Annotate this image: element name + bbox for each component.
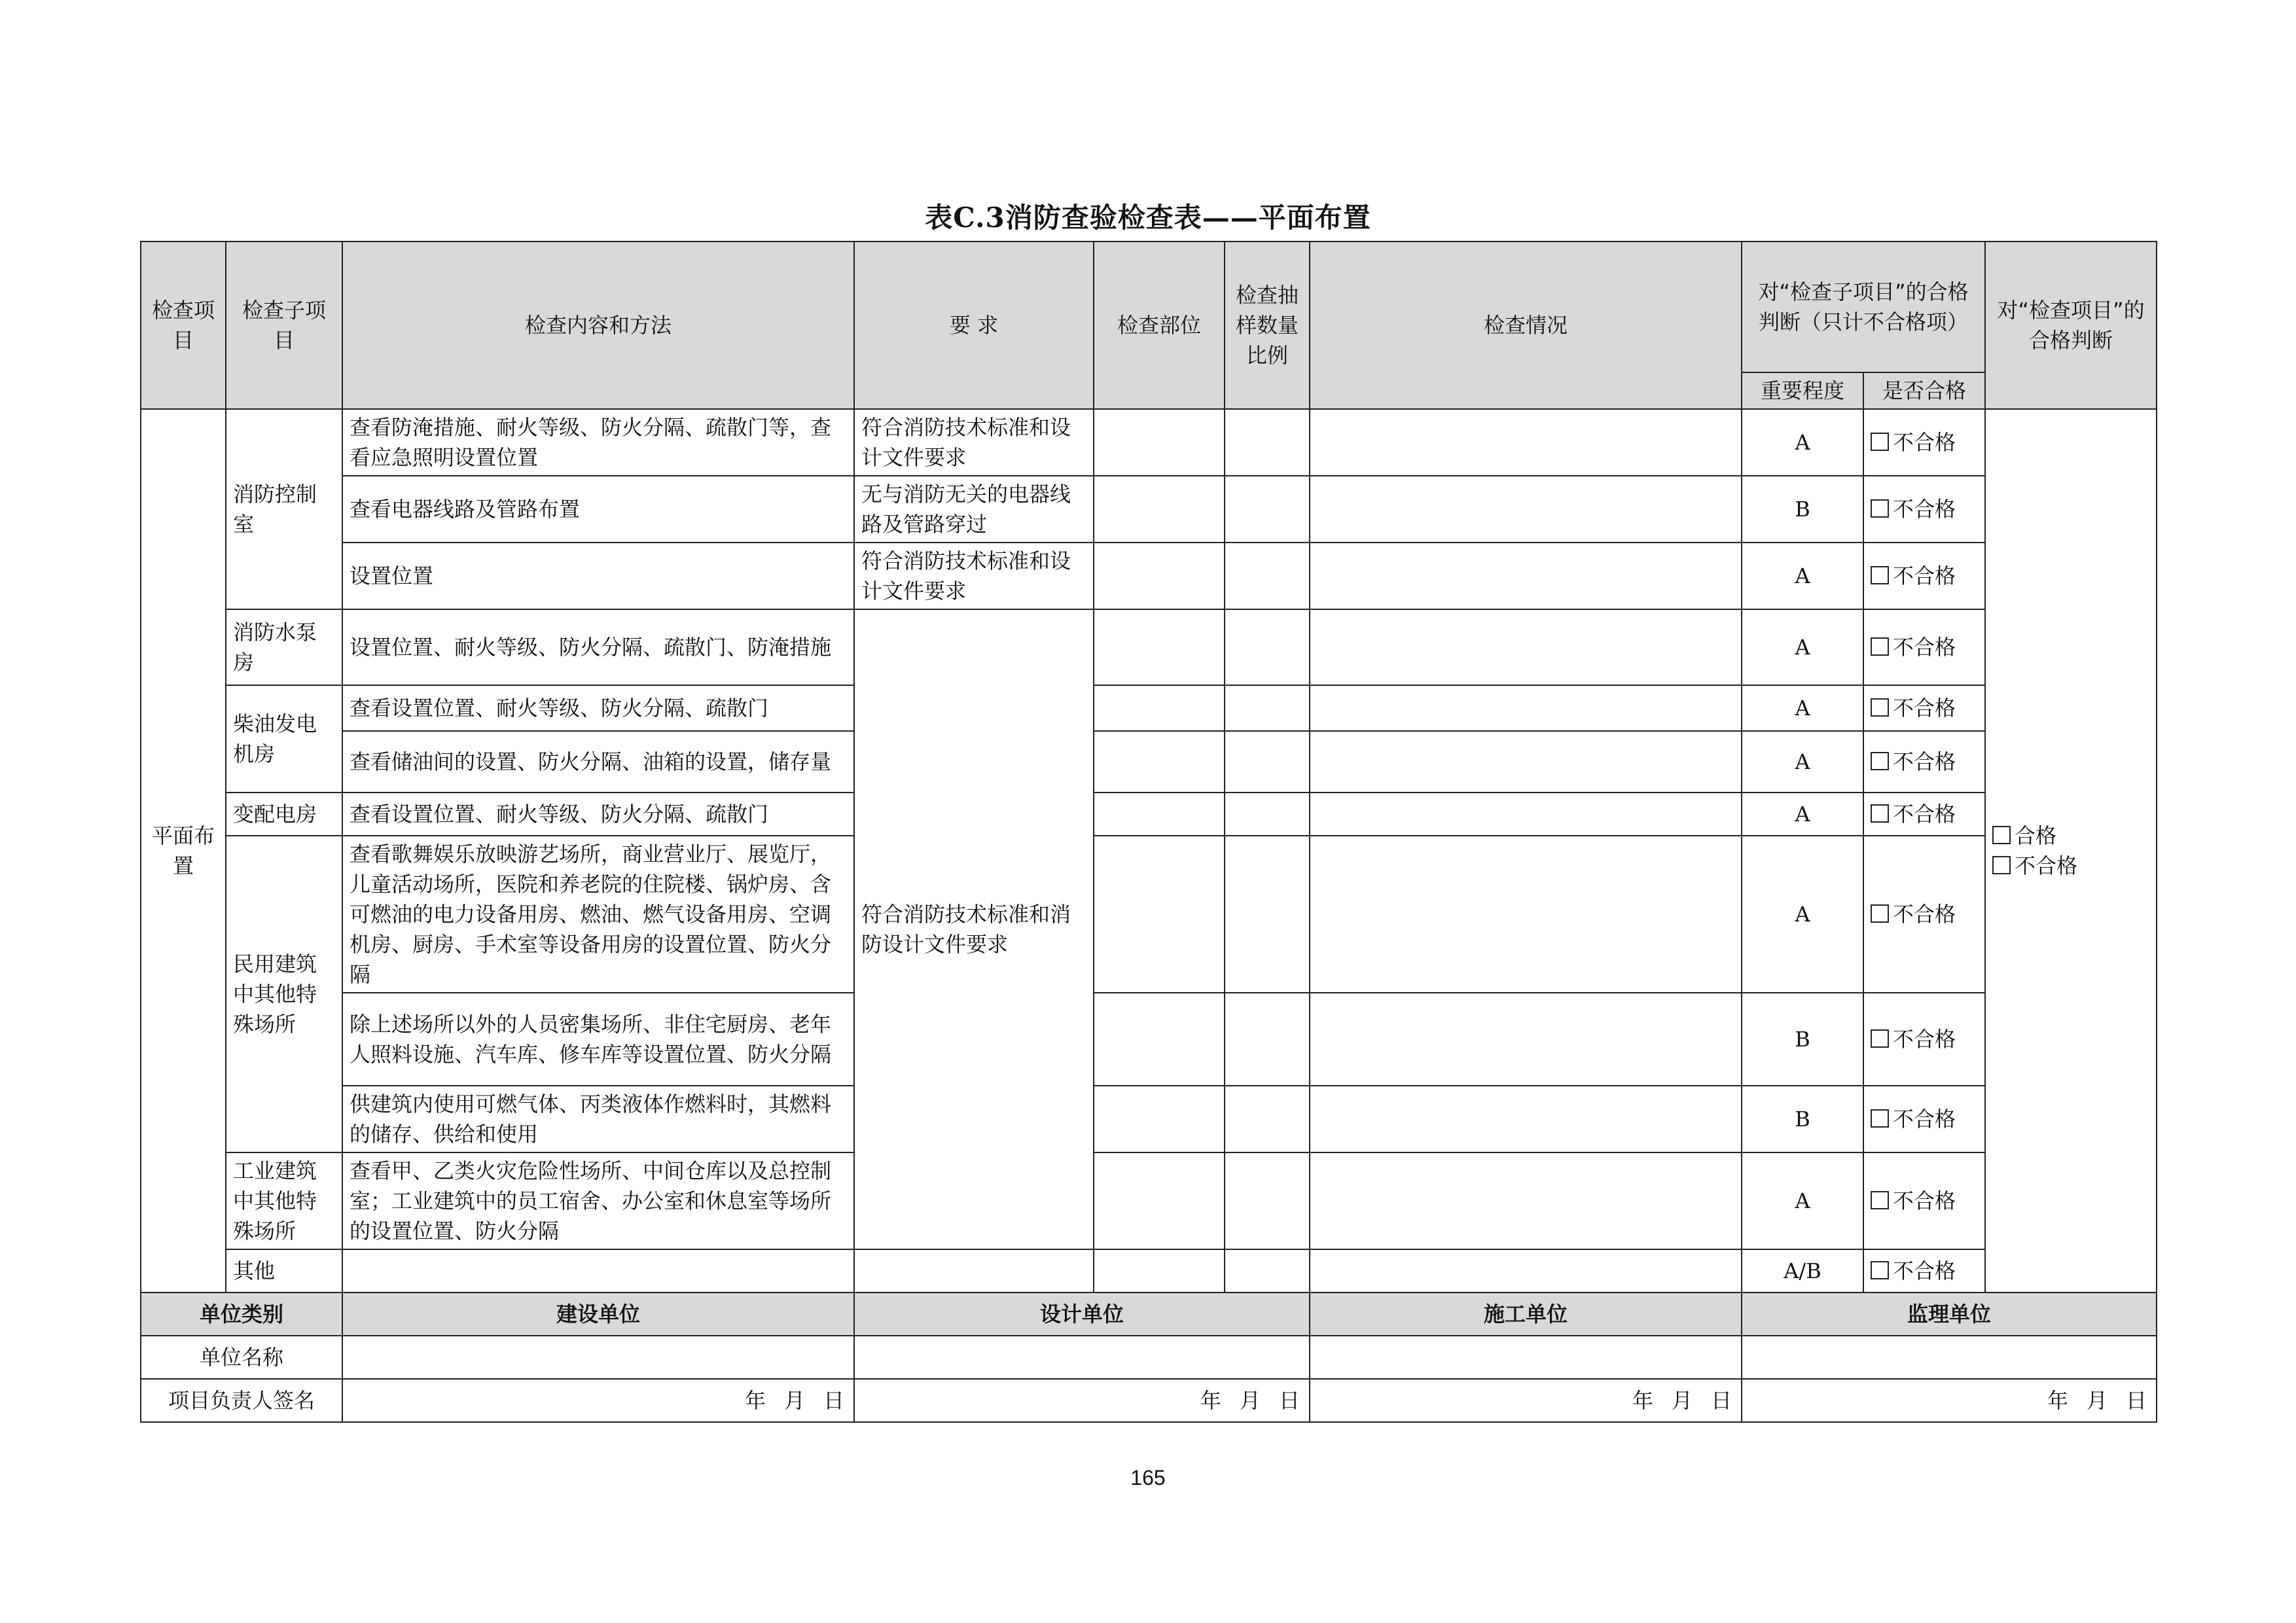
situation-cell[interactable] <box>1310 1152 1742 1249</box>
fail-checkbox[interactable] <box>1863 609 1985 685</box>
header-situation: 检查情况 <box>1310 241 1742 409</box>
footer-signature-label: 项目负责人签名 <box>141 1379 342 1422</box>
row-content: 除上述场所以外的人员密集场所、非住宅厨房、老年人照料设施、汽车库、修车库等设置位置、防火分隔 <box>342 993 854 1086</box>
table-row <box>141 1152 2157 1249</box>
construction-unit-name-field[interactable] <box>342 1336 854 1379</box>
builder-signature-field[interactable] <box>1310 1379 1742 1422</box>
year-label: 年 <box>2047 1388 2068 1413</box>
fail-label: 不合格 <box>1893 563 1956 588</box>
sample-cell[interactable] <box>1225 609 1310 685</box>
page-number: 165 <box>1130 1466 1166 1489</box>
importance-value: B <box>1742 993 1863 1086</box>
subitem-pump-room: 消防水泵房 <box>226 609 342 685</box>
checkbox-icon <box>1871 752 1889 770</box>
part-cell[interactable] <box>1094 793 1225 836</box>
checkbox-icon <box>1871 1029 1889 1048</box>
footer-supervision-unit: 监理单位 <box>1742 1293 2157 1336</box>
checkbox-icon <box>1871 1261 1889 1279</box>
checkbox-icon <box>1871 1109 1889 1128</box>
month-label: 月 <box>1671 1388 1693 1413</box>
fail-label: 不合格 <box>2015 853 2078 878</box>
part-cell[interactable] <box>1094 731 1225 793</box>
footer-header-row <box>141 1293 2157 1336</box>
month-label: 月 <box>2086 1388 2108 1413</box>
situation-cell[interactable] <box>1310 1249 1742 1293</box>
table-row <box>141 1249 2157 1293</box>
sample-cell[interactable] <box>1225 543 1310 609</box>
footer-builder-unit: 施工单位 <box>1310 1293 1742 1336</box>
row-content: 查看歌舞娱乐放映游艺场所，商业营业厅、展览厅，儿童活动场所，医院和养老院的住院楼、锅炉房、含可燃油的电力设备用房、燃油、燃气设备用房、空调机房、厨房、手术室等设备用房的设置位置、防火分隔 <box>342 836 854 993</box>
situation-cell[interactable] <box>1310 1086 1742 1152</box>
row-content[interactable] <box>342 1249 854 1293</box>
subitem-substation: 变配电房 <box>226 793 342 836</box>
subitem-industrial-special: 工业建筑中其他特殊场所 <box>226 1152 342 1249</box>
importance-value: A <box>1742 409 1863 476</box>
fail-checkbox[interactable] <box>1863 1249 1985 1293</box>
row-content: 查看电器线路及管路布置 <box>342 476 854 543</box>
footer-unit-name-label: 单位名称 <box>141 1336 342 1379</box>
footer-design-unit: 设计单位 <box>854 1293 1310 1336</box>
construction-signature-field[interactable] <box>342 1379 854 1422</box>
fail-label: 不合格 <box>1893 1258 1956 1283</box>
table-title: 表C.3消防查验检查表——平面布置 <box>925 202 1371 234</box>
month-label: 月 <box>783 1388 805 1413</box>
importance-value: A <box>1742 793 1863 836</box>
importance-value: A <box>1742 836 1863 993</box>
fail-checkbox[interactable] <box>1863 793 1985 836</box>
row-content: 查看储油间的设置、防火分隔、油箱的设置，储存量 <box>342 731 854 793</box>
header-requirement: 要 求 <box>854 241 1094 409</box>
row-content: 查看防淹措施、耐火等级、防火分隔、疏散门等，查看应急照明设置位置 <box>342 409 854 476</box>
part-cell[interactable] <box>1094 993 1225 1086</box>
header-sample: 检查抽样数量比例 <box>1225 241 1310 409</box>
fail-checkbox[interactable] <box>1863 836 1985 993</box>
checkbox-icon <box>1871 904 1889 923</box>
checkbox-icon <box>1871 566 1889 584</box>
fail-label: 不合格 <box>1893 1188 1956 1213</box>
table-row <box>141 1086 2157 1152</box>
situation-cell[interactable] <box>1310 993 1742 1086</box>
checkbox-icon <box>1871 804 1889 823</box>
importance-value: B <box>1742 476 1863 543</box>
fail-checkbox[interactable] <box>1863 993 1985 1086</box>
day-label: 日 <box>823 1388 844 1413</box>
row-content: 供建筑内使用可燃气体、丙类液体作燃料时，其燃料的储存、供给和使用 <box>342 1086 854 1152</box>
fail-label: 不合格 <box>1893 497 1956 522</box>
checkbox-icon <box>1871 698 1889 717</box>
table-row <box>141 793 2157 836</box>
table-row <box>141 476 2157 543</box>
fail-checkbox[interactable] <box>1863 1086 1985 1152</box>
checkbox-icon <box>1871 1191 1889 1209</box>
subitem-other: 其他 <box>226 1249 342 1293</box>
inspection-table <box>140 241 2157 1423</box>
checkbox-icon <box>1992 856 2011 874</box>
header-item-judge: 对“检查项目”的合格判断 <box>1985 241 2157 409</box>
importance-value: A <box>1742 543 1863 609</box>
shared-requirement: 符合消防技术标准和消防设计文件要求 <box>854 609 1094 1249</box>
situation-cell[interactable] <box>1310 476 1742 543</box>
item-judge-cell <box>1985 409 2157 1293</box>
row-requirement: 无与消防无关的电器线路及管路穿过 <box>854 476 1094 543</box>
situation-cell[interactable] <box>1310 793 1742 836</box>
sample-cell[interactable] <box>1225 993 1310 1086</box>
importance-value: A <box>1742 685 1863 731</box>
item-fail-checkbox[interactable] <box>1992 851 2149 881</box>
fail-label: 不合格 <box>1893 1027 1956 1052</box>
table-row <box>141 685 2157 731</box>
situation-cell[interactable] <box>1310 836 1742 993</box>
sample-cell[interactable] <box>1225 836 1310 993</box>
sample-cell[interactable] <box>1225 1086 1310 1152</box>
header-subitem: 检查子项目 <box>226 241 342 409</box>
part-cell[interactable] <box>1094 1152 1225 1249</box>
design-unit-name-field[interactable] <box>854 1336 1310 1379</box>
situation-cell[interactable] <box>1310 731 1742 793</box>
row-content: 查看设置位置、耐火等级、防火分隔、疏散门 <box>342 685 854 731</box>
day-label: 日 <box>1278 1388 1300 1413</box>
subitem-diesel-room: 柴油发电机房 <box>226 685 342 793</box>
row-requirement[interactable] <box>854 1249 1094 1293</box>
importance-value: A <box>1742 1152 1863 1249</box>
row-requirement: 符合消防技术标准和设计文件要求 <box>854 409 1094 476</box>
sample-cell[interactable] <box>1225 793 1310 836</box>
sample-cell[interactable] <box>1225 685 1310 731</box>
importance-value: B <box>1742 1086 1863 1152</box>
importance-value: A/B <box>1742 1249 1863 1293</box>
header-item: 检查项目 <box>141 241 226 409</box>
table-row <box>141 731 2157 793</box>
part-cell[interactable] <box>1094 1086 1225 1152</box>
row-content: 设置位置 <box>342 543 854 609</box>
table-row <box>141 836 2157 993</box>
fail-label: 不合格 <box>1893 802 1956 827</box>
part-cell[interactable] <box>1094 609 1225 685</box>
checkbox-icon <box>1871 433 1889 451</box>
fail-checkbox[interactable] <box>1863 1152 1985 1249</box>
day-label: 日 <box>1710 1388 1732 1413</box>
fail-label: 不合格 <box>1893 635 1956 660</box>
month-label: 月 <box>1239 1388 1261 1413</box>
fail-label: 不合格 <box>1893 430 1956 455</box>
header-importance: 重要程度 <box>1742 372 1863 409</box>
header-part: 检查部位 <box>1094 241 1225 409</box>
sample-cell[interactable] <box>1225 409 1310 476</box>
part-cell[interactable] <box>1094 543 1225 609</box>
fail-checkbox[interactable] <box>1863 409 1985 476</box>
table-row <box>141 409 2157 476</box>
sample-cell[interactable] <box>1225 1249 1310 1293</box>
day-label: 日 <box>2126 1388 2147 1413</box>
sample-cell[interactable] <box>1225 731 1310 793</box>
supervision-signature-field[interactable] <box>1742 1379 2157 1422</box>
checkbox-icon <box>1871 637 1889 656</box>
checkbox-icon <box>1871 499 1889 518</box>
situation-cell[interactable] <box>1310 543 1742 609</box>
part-cell[interactable] <box>1094 409 1225 476</box>
fail-checkbox[interactable] <box>1863 476 1985 543</box>
part-cell[interactable] <box>1094 1249 1225 1293</box>
table-row <box>141 609 2157 685</box>
subitem-civil-special: 民用建筑中其他特殊场所 <box>226 836 342 1152</box>
row-content: 查看设置位置、耐火等级、防火分隔、疏散门 <box>342 793 854 836</box>
importance-value: A <box>1742 609 1863 685</box>
situation-cell[interactable] <box>1310 685 1742 731</box>
fail-checkbox[interactable] <box>1863 543 1985 609</box>
row-requirement: 符合消防技术标准和设计文件要求 <box>854 543 1094 609</box>
part-cell[interactable] <box>1094 836 1225 993</box>
row-content: 设置位置、耐火等级、防火分隔、疏散门、防淹措施 <box>342 609 854 685</box>
fail-label: 不合格 <box>1893 749 1956 774</box>
situation-cell[interactable] <box>1310 609 1742 685</box>
pass-label: 合格 <box>2015 823 2057 848</box>
year-label: 年 <box>744 1388 766 1413</box>
importance-value: A <box>1742 731 1863 793</box>
fail-label: 不合格 <box>1893 902 1956 927</box>
fail-checkbox[interactable] <box>1863 731 1985 793</box>
fail-checkbox[interactable] <box>1863 685 1985 731</box>
table-row <box>141 543 2157 609</box>
item-name: 平面布置 <box>141 409 226 1293</box>
item-pass-checkbox[interactable] <box>1992 821 2149 851</box>
sample-cell[interactable] <box>1225 1152 1310 1249</box>
footer-unit-type: 单位类别 <box>141 1293 342 1336</box>
checkbox-icon <box>1992 826 2011 844</box>
header-pass: 是否合格 <box>1863 372 1985 409</box>
sample-cell[interactable] <box>1225 476 1310 543</box>
header-sub-judge: 对“检查子项目”的合格判断（只计不合格项） <box>1742 241 1985 372</box>
year-label: 年 <box>1632 1388 1653 1413</box>
subitem-control-room: 消防控制室 <box>226 409 342 609</box>
year-label: 年 <box>1200 1388 1221 1413</box>
footer-signature-row <box>141 1379 2157 1422</box>
situation-cell[interactable] <box>1310 409 1742 476</box>
footer-name-row <box>141 1336 2157 1379</box>
row-content: 查看甲、乙类火灾危险性场所、中间仓库以及总控制室；工业建筑中的员工宿舍、办公室和休息室等场所的设置位置、防火分隔 <box>342 1152 854 1249</box>
header-row <box>141 241 2157 372</box>
table-row <box>141 993 2157 1086</box>
builder-unit-name-field[interactable] <box>1310 1336 1742 1379</box>
part-cell[interactable] <box>1094 476 1225 543</box>
fail-label: 不合格 <box>1893 1107 1956 1132</box>
design-signature-field[interactable] <box>854 1379 1310 1422</box>
supervision-unit-name-field[interactable] <box>1742 1336 2157 1379</box>
part-cell[interactable] <box>1094 685 1225 731</box>
header-content: 检查内容和方法 <box>342 241 854 409</box>
fail-label: 不合格 <box>1893 696 1956 721</box>
footer-construction-unit: 建设单位 <box>342 1293 854 1336</box>
